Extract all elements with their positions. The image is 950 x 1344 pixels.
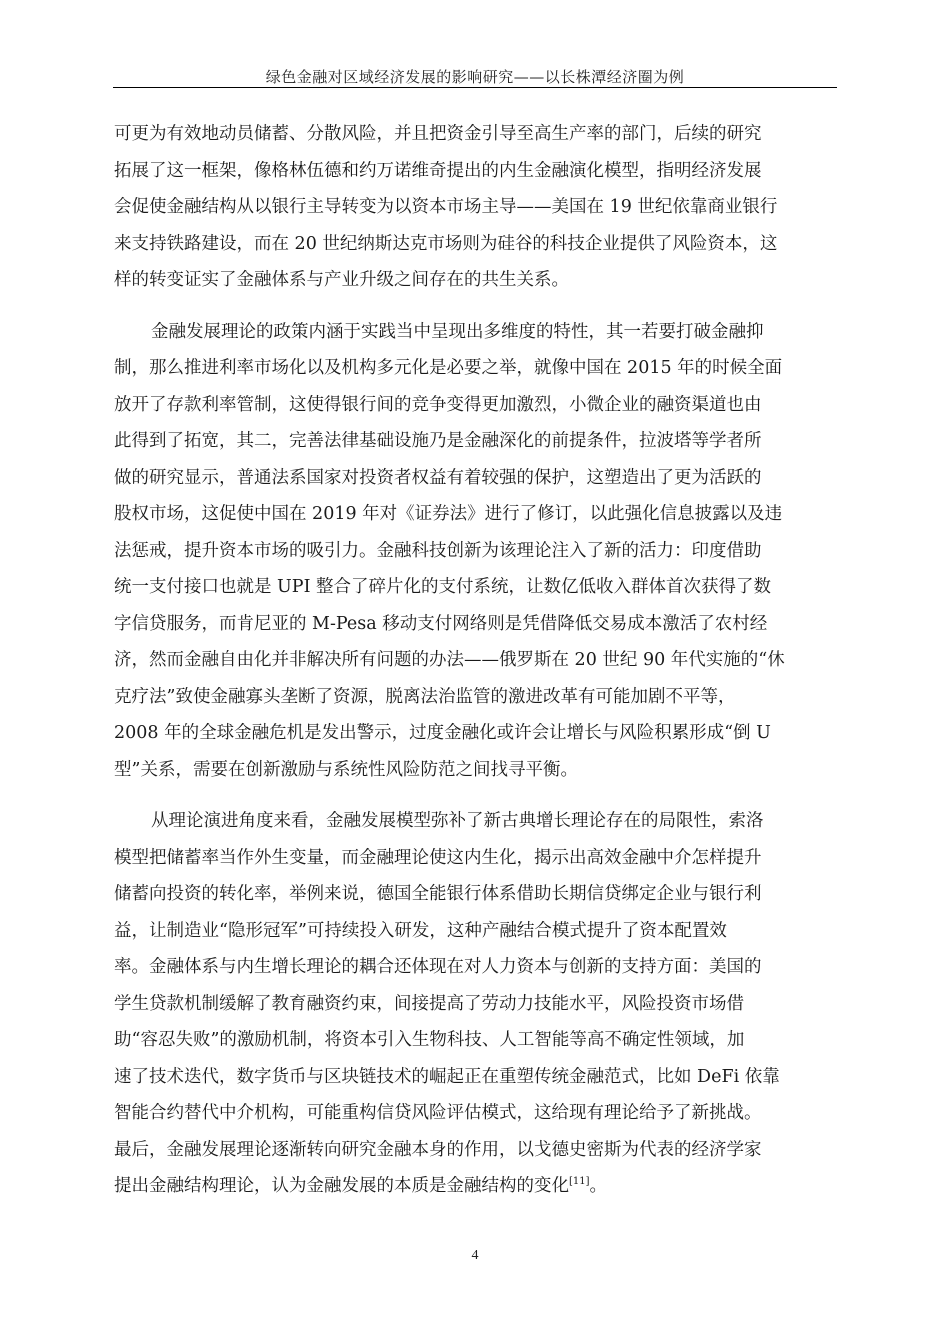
text-line: 放开了存款利率管制，这使得银行间的竞争变得更加激烈，小微企业的融资渠道也由 [114, 394, 762, 415]
text-line: 字信贷服务，而肯尼亚的 M-Pesa 移动支付网络则是凭借降低交易成本激活了农村经 [114, 613, 768, 634]
paragraph-3 [114, 803, 838, 1205]
text-line: 2008 年的全球金融危机是发出警示，过度金融化或许会让增长与风险积累形成“倒 U [114, 723, 771, 743]
text-line: 助“容忍失败”的激励机制，将资本引入生物科技、人工智能等高不确定性领域，加 [114, 1030, 745, 1050]
text-line: 来支持铁路建设，而在 20 世纪纳斯达克市场则为硅谷的科技企业提供了风险资本，这 [114, 233, 778, 254]
text-line: 智能合约替代中介机构，可能重构信贷风险评估模式，这给现有理论给予了新挑战。 [114, 1103, 762, 1123]
text-line: 从理论演进角度来看，金融发展模型弥补了新古典增长理论存在的局限性，索洛 [151, 811, 764, 831]
text-line: 统一支付接口也就是 UPI 整合了碎片化的支付系统，让数亿低收入群体首次获得了数 [114, 577, 772, 597]
paragraph-1 [114, 116, 838, 299]
text-line: 会促使金融结构从以银行主导转变为以资本市场主导——美国在 19 世纪依靠商业银行 [114, 197, 778, 217]
text-line: 速了技术迭代，数字货币与区块链技术的崛起正在重塑传统金融范式，比如 DeFi 依靠 [114, 1066, 780, 1087]
running-header: 绿色金融对区域经济发展的影响研究——以长株潭经济圈为例 [265, 68, 685, 86]
text-line: 拓展了这一框架，像格林伍德和约万诺维奇提出的内生金融演化模型，指明经济发展 [114, 160, 762, 181]
text-line: 学生贷款机制缓解了教育融资约束，间接提高了劳动力技能水平，风险投资市场借 [114, 993, 744, 1014]
text-line: 型”关系，需要在创新激励与系统性风险防范之间找寻平衡。 [114, 759, 578, 780]
text-line: 金融发展理论的政策内涵于实践当中呈现出多维度的特性，其一若要打破金融抑 [151, 321, 764, 342]
text-line: 储蓄向投资的转化率，举例来说，德国全能银行体系借助长期信贷绑定企业与银行利 [114, 884, 762, 904]
text-line-last [114, 1168, 838, 1205]
text-line: 济，然而金融自由化并非解决所有问题的办法——俄罗斯在 20 世纪 90 年代实施的“休 [114, 650, 785, 670]
text-line: 做的研究显示，普通法系国家对投资者权益有着较强的保护，这塑造出了更为活跃的 [114, 467, 762, 488]
text-line: 样的转变证实了金融体系与产业升级之间存在的共生关系。 [114, 270, 569, 290]
citation-link[interactable]: [11] [569, 1176, 590, 1188]
text-line: 此得到了拓宽，其二，完善法律基础设施乃是金融深化的前提条件，拉波塔等学者所 [114, 431, 762, 451]
text-line: 法惩戒，提升资本市场的吸引力。金融科技创新为该理论注入了新的活力：印度借助 [114, 540, 762, 561]
text-line: 克疗法”致使金融寡头垄断了资源，脱离法治监管的激进改革有可能加剧不平等， [114, 686, 736, 707]
text-fragment: 提出金融结构理论，认为金融发展的本质是金融结构的变化 [114, 1176, 569, 1196]
text-line: 股权市场，这促使中国在 2019 年对《证券法》进行了修订，以此强化信息披露以及违 [114, 504, 783, 524]
text-line: 制，那么推进利率市场化以及机构多元化是必要之举，就像中国在 2015 年的时候全面 [114, 358, 783, 378]
paragraph-2 [114, 314, 838, 789]
text-line: 可更为有效地动员储蓄、分散风险，并且把资金引导至高生产率的部门，后续的研究 [114, 124, 762, 144]
page-number: 4 [471, 1248, 479, 1263]
text-line: 模型把储蓄率当作外生变量，而金融理论使这内生化，揭示出高效金融中介怎样提升 [114, 847, 762, 868]
text-line: 最后，金融发展理论逐渐转向研究金融本身的作用，以戈德史密斯为代表的经济学家 [114, 1139, 762, 1160]
text-line: 率。金融体系与内生增长理论的耦合还体现在对人力资本与创新的支持方面：美国的 [114, 957, 762, 977]
header-rule [113, 87, 837, 88]
closing-punctuation: 。 [589, 1176, 608, 1196]
text-line: 益，让制造业“隐形冠军”可持续投入研发，这种产融结合模式提升了资本配置效 [114, 920, 727, 941]
body-text [114, 116, 838, 1220]
